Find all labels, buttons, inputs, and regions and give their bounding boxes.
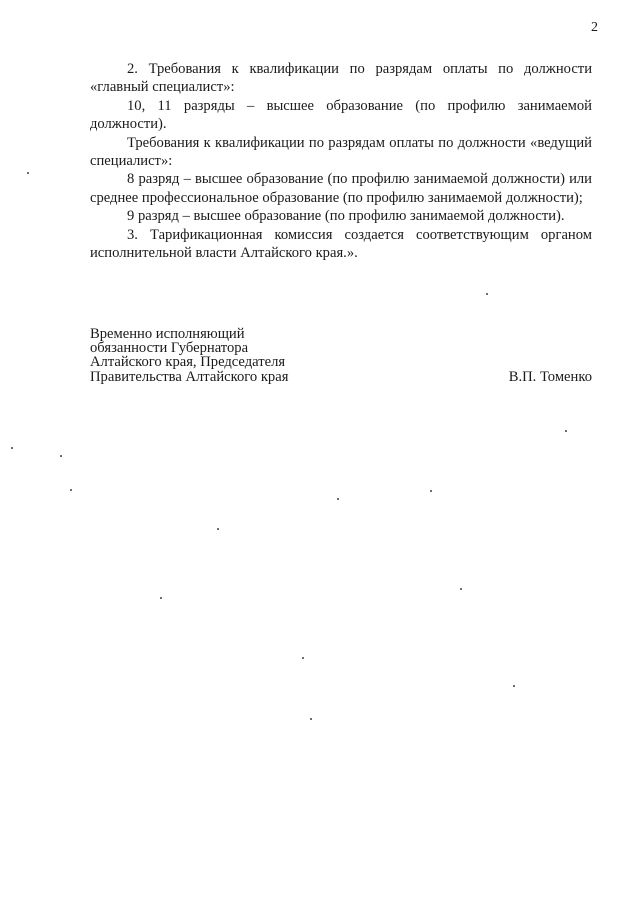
signatory-position-line: Временно исполняющий (90, 326, 245, 342)
page-number: 2 (591, 20, 598, 35)
signatory-position-line: обязанности Губернатора (90, 340, 249, 357)
signatory-name: В.П. Томенко (508, 368, 592, 385)
signatory-position-line: Правительства Алтайского края (90, 368, 289, 385)
paragraph-grade-9: 9 разряд – высшее образование (по профилю занимаемой должности). (127, 208, 565, 225)
paragraph-qualification-chief-specialist: 2. Требования к квалификации по разрядам оплаты по должности «главный специалист»: (90, 61, 592, 96)
paragraph-grades-10-11: 10, 11 разряды – высшее образование (по профилю занимаемой должности). (90, 97, 592, 133)
signatory-position-line: Алтайского края, Председателя (90, 354, 286, 371)
signature-block (90, 327, 592, 384)
paragraph-qualification-leading-specialist: Требования к квалификации по разрядам оплаты по должности «ведущий специалист»: (90, 134, 592, 170)
paragraph-grade-8: 8 разряд – высшее образование (по профилю занимаемой должности) или среднее профессиональное образование (по профилю занимаемой должности); (90, 171, 592, 206)
document-body (90, 60, 592, 262)
paragraph-tariff-commission: 3. Тарификационная комиссия создается соответствующим органом исполнительной власти Алтайского края.». (90, 226, 592, 262)
